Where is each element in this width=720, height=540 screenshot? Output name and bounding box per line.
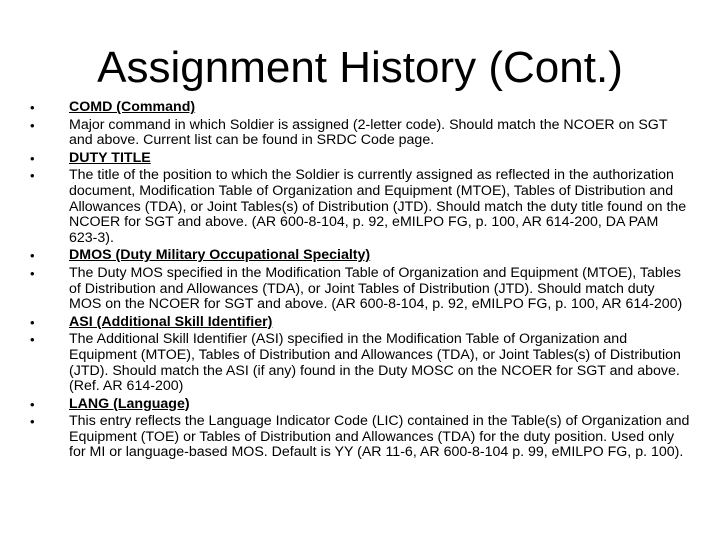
bullet-item-comd-body [30,118,690,149]
bullet-icon: • [30,117,35,133]
bullet-item-asi-heading [30,315,690,331]
bullet-icon: • [30,150,35,166]
bullet-icon: • [30,332,35,348]
dmos-description: The Duty MOS specified in the Modification Table of Organization and Equipment (MTOE), Tables of Distribution and Allowances (TDA), or Joint Tables of Distribution (JTD). Should match duty MOS on the NCOER for SGT and above. (AR 600-8-104, p. 92, eMILPO FG, p. 100, AR 614-200) [69,264,683,313]
bullet-icon: • [30,396,35,412]
asi-description: The Additional Skill Identifier (ASI) specified in the Modification Table of Organization and Equipment (MTOE), Tables of Distribution and Allowances (TDA), or Joint Tables(s) of Distribution (JTD). Should match the ASI (if any) found in the Duty MOSC on the NCOER for SGT and above. (Ref. AR 614-200) [69,331,681,395]
bullet-item-lang-heading [30,397,690,413]
lang-description: This entry reflects the Language Indicator Code (LIC) contained in the Table(s) of Organization and Equipment (TOE) or Tables of Distribution and Allowances (TDA) for the duty position. Used only for MI or language-based MOS. Default is YY (AR 11-6, AR 600-8-104 p. 99, eMILPO FG, p. 100). [69,413,690,461]
bullet-icon: • [30,414,35,430]
bullet-icon: • [30,265,35,281]
duty-title-description: The title of the position to which the Soldier is currently assigned as reflected in the authorization document, Modification Table of Organization and Equipment (MTOE), Tables of Distribution and Allowances (TDA), or Joint Tables(s) of Distribution (JTD). Should match the duty title found on the NCOER for SGT and above. (AR 600-8-104, p. 92, eMILPO FG, p. 100, AR 614-200, DA PAM 623-3). [69,167,687,246]
asi-heading: ASI (Additional Skill Identifier) [69,313,273,330]
bullet-item-dmos-body [30,266,690,313]
dmos-heading: DMOS (Duty Military Occupational Specialty) [69,247,371,264]
bullet-item-asi-body [30,332,690,394]
bullet-item-duty-title-body [30,168,690,246]
bullet-item-dmos-heading [30,248,690,264]
bullet-list [30,100,690,463]
bullet-icon: • [30,100,35,115]
duty-title-heading: DUTY TITLE [69,149,151,166]
comd-description: Major command in which Soldier is assigned (2-letter code). Should match the NCOER on SGT and above. Current list can be found in SRDC Code page. [69,116,668,149]
comd-heading: COMD (Command) [69,99,196,115]
bullet-icon: • [30,314,35,330]
lang-heading: LANG (Language) [69,395,190,412]
bullet-icon: • [30,248,35,264]
bullet-icon: • [30,168,35,184]
bullet-item-comd-heading [30,100,690,116]
slide-title: Assignment History (Cont.) [97,43,623,92]
bullet-item-lang-body [30,414,690,461]
bullet-item-duty-title-heading [30,151,690,167]
